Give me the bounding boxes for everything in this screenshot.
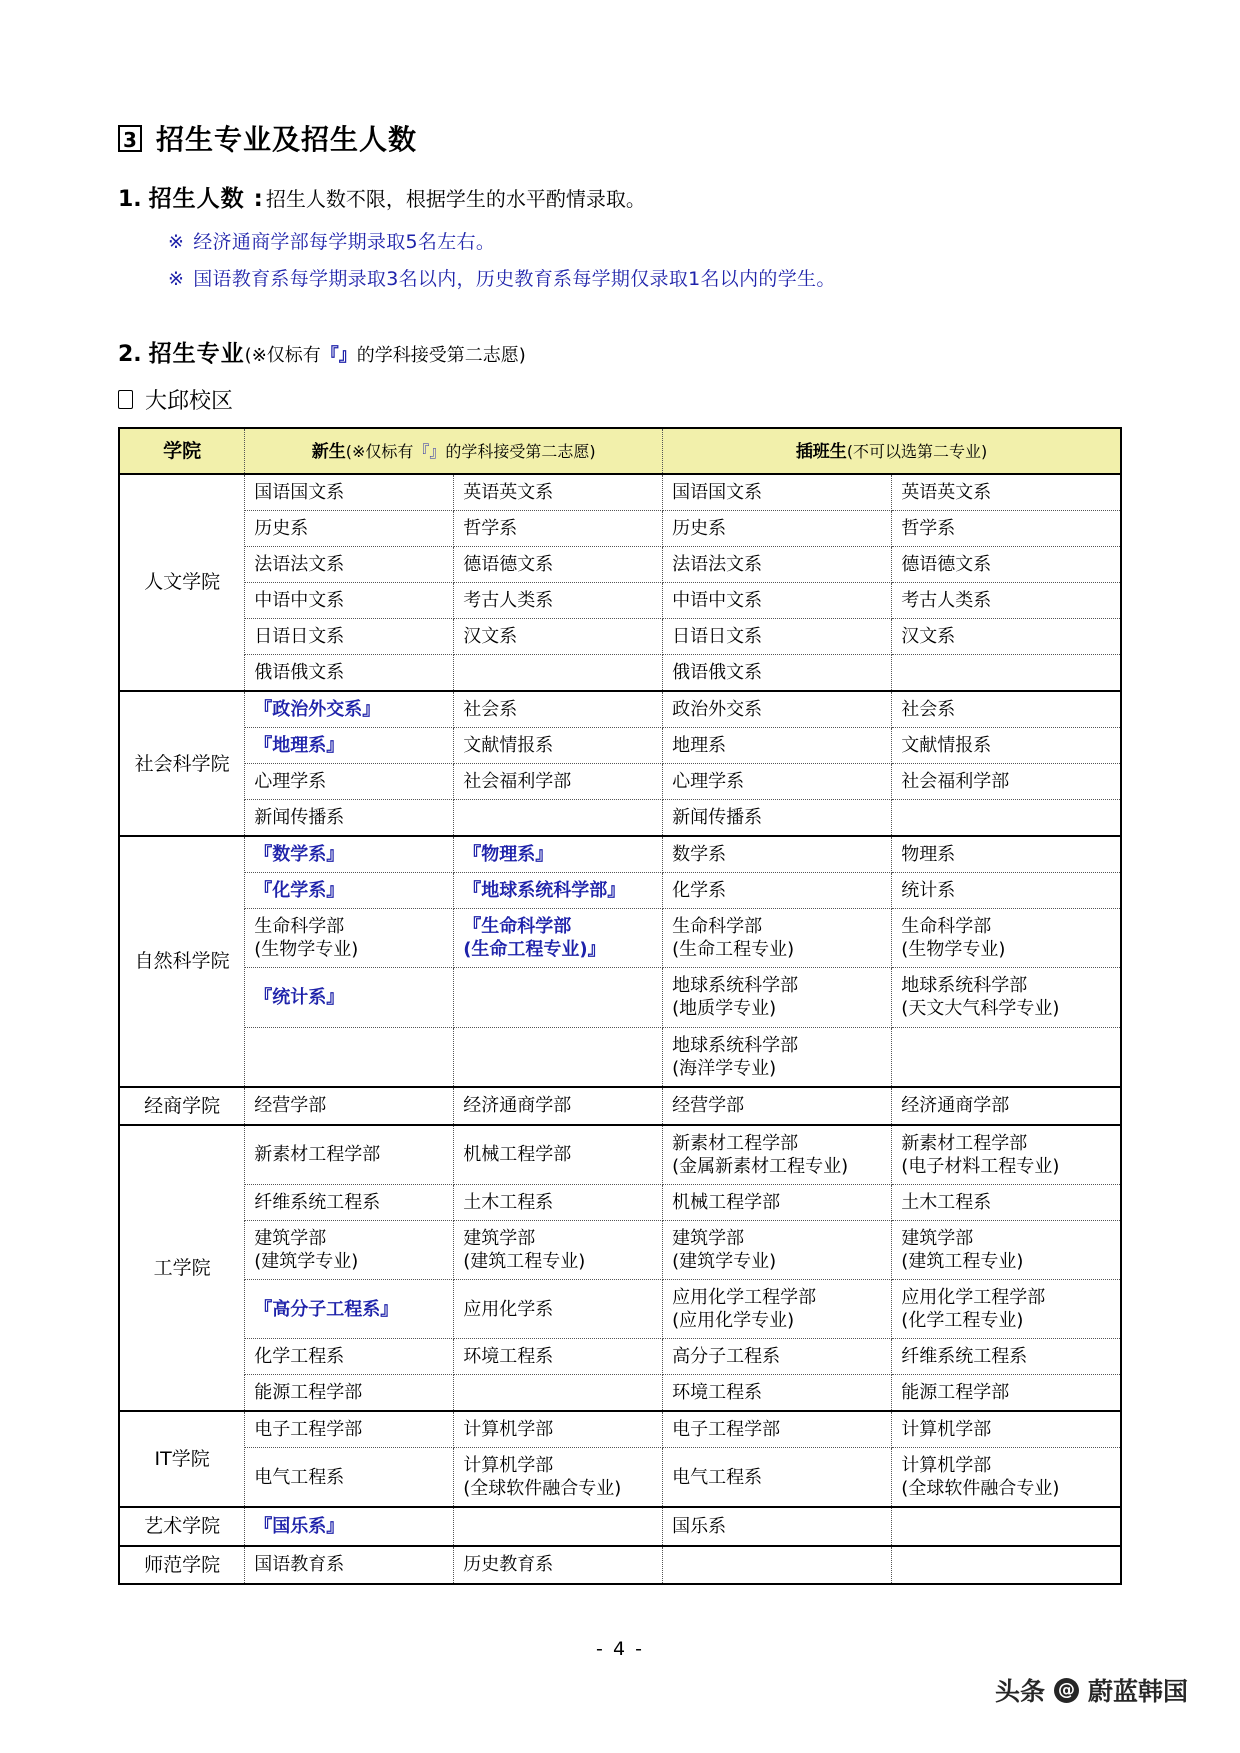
- cell-text: 机械工程学部: [672, 1191, 781, 1213]
- cell-text: 中语中文系: [672, 590, 763, 612]
- watermark-left-text: 头条: [994, 1677, 1045, 1706]
- transfer-major-1-cell: [663, 800, 892, 837]
- cell-text: 日语日文系: [254, 626, 345, 648]
- transfer-major-1-cell: [663, 511, 892, 547]
- transfer-major-2-cell: [892, 909, 1121, 968]
- cell-text: 『政治外交系』: [254, 699, 381, 721]
- cell-text: 电气工程系: [672, 1466, 763, 1488]
- freshman-major-1-cell: [245, 1087, 454, 1125]
- transfer-major-2-cell: [892, 1220, 1121, 1279]
- freshman-major-2-cell: [454, 1087, 663, 1125]
- transfer-major-2-cell: [892, 1087, 1121, 1125]
- table-row: [119, 909, 1121, 968]
- cell-text: 德语德文系: [901, 554, 992, 576]
- freshman-major-1-cell: [245, 1448, 454, 1508]
- table-row: [119, 1220, 1121, 1279]
- cell-text: 社会福利学部: [901, 771, 1010, 793]
- freshman-major-2-cell: [454, 1339, 663, 1375]
- transfer-major-2-cell: [892, 511, 1121, 547]
- header-transfer-main: 插班生: [795, 441, 847, 462]
- cell-subtext: (建筑工程专业): [463, 1251, 586, 1272]
- header-freshman-main: 新生: [311, 441, 346, 462]
- checkbox-icon: [118, 390, 133, 409]
- item-1-note-2: [168, 264, 1122, 291]
- campus-label: 大邱校区: [145, 389, 234, 414]
- cell-text: 英语英文系: [463, 482, 554, 503]
- cell-text: 计算机学部: [901, 1419, 992, 1441]
- college-name-cell: IT学院: [119, 1411, 245, 1507]
- cell-text: 建筑学部: [463, 1227, 536, 1249]
- cell-text: 『地球系统科学部』: [463, 880, 626, 902]
- freshman-major-2-cell: [454, 1546, 663, 1584]
- cell-text: 应用化学工程学部: [672, 1287, 817, 1309]
- freshman-major-1-cell: [245, 1125, 454, 1185]
- cell-text: 纤维系统工程系: [254, 1191, 381, 1213]
- freshman-major-1-cell: [245, 619, 454, 655]
- freshman-major-2-cell: [454, 1375, 663, 1412]
- cell-text: 考古人类系: [901, 590, 992, 612]
- cell-text: 化学工程系: [254, 1346, 345, 1368]
- cell-text: 『国乐系』: [254, 1515, 345, 1537]
- transfer-major-1-cell: [663, 1411, 892, 1448]
- cell-text: 『数学系』: [254, 844, 345, 866]
- college-name-cell: 自然科学院: [119, 836, 245, 1086]
- header-transfer-note: (不可以选第二专业): [846, 441, 988, 461]
- table-row: [119, 583, 1121, 619]
- section-heading: [118, 118, 1122, 158]
- freshman-major-2-cell: [454, 1448, 663, 1508]
- table-row: [119, 764, 1121, 800]
- cell-text: 电气工程系: [254, 1466, 345, 1488]
- cell-text: 汉文系: [901, 626, 956, 648]
- at-icon: @: [1054, 1678, 1079, 1703]
- college-name-cell: 师范学院: [119, 1546, 245, 1584]
- transfer-major-1-cell: [663, 1448, 892, 1508]
- cell-text: 心理学系: [672, 771, 745, 793]
- item-2-number: 2.: [118, 342, 142, 367]
- section-title: 招生专业及招生人数: [156, 123, 418, 156]
- cell-text: 计算机学部: [901, 1455, 992, 1477]
- transfer-major-1-cell: [663, 583, 892, 619]
- item-2-label: 招生专业: [148, 341, 245, 367]
- cell-text: 英语英文系: [901, 482, 992, 503]
- table-row: [119, 691, 1121, 728]
- cell-text: 经济通商学部: [463, 1095, 572, 1117]
- cell-text: 高分子工程系: [672, 1346, 781, 1368]
- campus-line: [118, 384, 1122, 415]
- item-2-note-open: (※仅标有: [244, 345, 321, 366]
- transfer-major-1-cell: [663, 1027, 892, 1087]
- cell-subtext: (生命工程专业): [672, 939, 795, 961]
- freshman-major-2-cell: [454, 1280, 663, 1339]
- transfer-major-2-cell: [892, 1339, 1121, 1375]
- spacer: [118, 301, 1122, 335]
- cell-text: 新闻传播系: [254, 807, 345, 829]
- freshman-major-2-cell: [454, 968, 663, 1027]
- cell-text: 新闻传播系: [672, 807, 763, 829]
- college-name-cell: 社会科学院: [119, 691, 245, 836]
- item-1-label: 招生人数 :: [148, 186, 264, 212]
- cell-subtext: (天文大气科学专业): [901, 998, 1060, 1020]
- item-1-note-1: [168, 227, 1122, 254]
- cell-text: 生命科学部: [672, 916, 763, 938]
- freshman-major-2-cell: [454, 873, 663, 909]
- freshman-major-1-cell: [245, 1280, 454, 1339]
- freshman-major-2-cell: [454, 619, 663, 655]
- table-row: [119, 1125, 1121, 1185]
- transfer-major-1-cell: [663, 1507, 892, 1545]
- cell-text: 俄语俄文系: [254, 662, 345, 684]
- transfer-major-2-cell: [892, 583, 1121, 619]
- college-name-cell: 工学院: [119, 1125, 245, 1411]
- cell-text: 社会系: [463, 699, 518, 721]
- table-row: [119, 1375, 1121, 1412]
- cell-text: 国语教育系: [254, 1554, 345, 1576]
- transfer-major-1-cell: [663, 968, 892, 1027]
- item-2-note-close: 的学科接受第二志愿): [356, 345, 526, 366]
- table-row: [119, 1507, 1121, 1545]
- cell-text: 应用化学工程学部: [901, 1287, 1046, 1309]
- freshman-major-1-cell: [245, 511, 454, 547]
- cell-text: 社会福利学部: [463, 771, 572, 793]
- majors-table: [118, 427, 1122, 1585]
- cell-text: 经营学部: [254, 1095, 327, 1117]
- cell-text: 新素材工程学部: [901, 1132, 1028, 1154]
- freshman-major-2-cell: [454, 1411, 663, 1448]
- table-row: [119, 655, 1121, 692]
- cell-text: 考古人类系: [463, 590, 554, 612]
- college-name-cell: 经商学院: [119, 1087, 245, 1125]
- cell-text: 『高分子工程系』: [254, 1298, 399, 1320]
- cell-text: 文献情报系: [463, 735, 554, 757]
- cell-text: 电子工程学部: [672, 1419, 781, 1441]
- freshman-major-2-cell: [454, 691, 663, 728]
- transfer-major-2-cell: [892, 1411, 1121, 1448]
- cell-subtext: (化学工程专业): [901, 1310, 1024, 1332]
- cell-text: 历史教育系: [463, 1554, 554, 1576]
- table-row: [119, 1546, 1121, 1584]
- cell-text: 机械工程学部: [463, 1144, 572, 1166]
- cell-text: 能源工程学部: [901, 1382, 1010, 1404]
- transfer-major-1-cell: [663, 873, 892, 909]
- bracket-close-glyph: 』: [338, 345, 357, 366]
- transfer-major-2-cell: [892, 1184, 1121, 1220]
- cell-text: 哲学系: [463, 518, 518, 540]
- cell-text: 应用化学系: [463, 1298, 554, 1320]
- transfer-major-2-cell: [892, 836, 1121, 873]
- transfer-major-1-cell: [663, 1375, 892, 1412]
- cell-text: 地球系统科学部: [672, 1034, 799, 1056]
- transfer-major-1-cell: [663, 1184, 892, 1220]
- cell-text: 新素材工程学部: [254, 1144, 381, 1166]
- transfer-major-1-cell: [663, 655, 892, 692]
- freshman-major-1-cell: [245, 547, 454, 583]
- transfer-major-2-cell: [892, 1448, 1121, 1508]
- transfer-major-1-cell: [663, 1280, 892, 1339]
- cell-text: 历史系: [672, 518, 727, 540]
- freshman-major-2-cell: [454, 728, 663, 764]
- cell-text: 地球系统科学部: [672, 975, 799, 997]
- header-freshman: [245, 428, 663, 474]
- cell-text: 计算机学部: [463, 1455, 554, 1477]
- cell-text: 能源工程学部: [254, 1382, 363, 1404]
- freshman-major-1-cell: [245, 1339, 454, 1375]
- table-row: [119, 511, 1121, 547]
- table-row: [119, 873, 1121, 909]
- cell-text: 新素材工程学部: [672, 1132, 799, 1154]
- table-row: [119, 968, 1121, 1027]
- cell-text: 统计系: [901, 880, 956, 902]
- transfer-major-2-cell: [892, 873, 1121, 909]
- item-1-line: [118, 180, 1122, 213]
- cell-text: 法语法文系: [254, 554, 345, 576]
- cell-text: 哲学系: [901, 518, 956, 540]
- bracket-open-glyph: 『: [413, 441, 430, 461]
- cell-text: 电子工程学部: [254, 1419, 363, 1441]
- note-mark-icon: ※: [168, 268, 185, 290]
- freshman-major-2-cell: [454, 583, 663, 619]
- freshman-major-2-cell: [454, 474, 663, 511]
- freshman-major-1-cell: [245, 583, 454, 619]
- freshman-major-1-cell: [245, 1220, 454, 1279]
- transfer-major-2-cell: [892, 1375, 1121, 1412]
- bracket-open-glyph: 『: [320, 345, 339, 366]
- freshman-major-1-cell: [245, 909, 454, 968]
- cell-subtext: (金属新素材工程专业): [672, 1155, 849, 1177]
- transfer-major-1-cell: [663, 619, 892, 655]
- freshman-major-1-cell: [245, 1184, 454, 1220]
- freshman-major-1-cell: [245, 764, 454, 800]
- transfer-major-2-cell: [892, 728, 1121, 764]
- cell-text: 纤维系统工程系: [901, 1346, 1028, 1368]
- cell-text: 『统计系』: [254, 986, 345, 1008]
- cell-text: 建筑学部: [672, 1227, 745, 1249]
- cell-text: 地理系: [672, 735, 727, 757]
- bracket-close-glyph: 』: [429, 441, 446, 461]
- table-row: [119, 547, 1121, 583]
- cell-text: 『物理系』: [463, 844, 554, 866]
- item-1-number: 1.: [118, 187, 142, 212]
- freshman-major-2-cell: [454, 764, 663, 800]
- freshman-major-1-cell: [245, 873, 454, 909]
- transfer-major-1-cell: [663, 691, 892, 728]
- cell-subtext: (生命工程专业)』: [463, 939, 606, 961]
- transfer-major-1-cell: [663, 474, 892, 511]
- cell-text: 文献情报系: [901, 735, 992, 757]
- freshman-major-1-cell: [245, 691, 454, 728]
- cell-text: 社会系: [901, 699, 956, 721]
- cell-text: 地球系统科学部: [901, 975, 1028, 997]
- cell-subtext: (建筑学专业): [672, 1251, 777, 1272]
- table-row: [119, 1448, 1121, 1508]
- cell-text: 建筑学部: [254, 1227, 327, 1249]
- freshman-major-1-cell: [245, 1375, 454, 1412]
- cell-text: 国语国文系: [672, 482, 763, 503]
- cell-text: 数学系: [672, 844, 727, 866]
- cell-subtext: (全球软件融合专业): [463, 1478, 622, 1500]
- cell-text: 化学系: [672, 880, 727, 902]
- table-row: [119, 1339, 1121, 1375]
- transfer-major-1-cell: [663, 836, 892, 873]
- header-freshman-note-open: (※仅标有: [345, 441, 414, 461]
- cell-subtext: (生物学专业): [901, 939, 1006, 961]
- cell-text: 国语国文系: [254, 482, 345, 503]
- freshman-major-2-cell: [454, 800, 663, 837]
- freshman-major-1-cell: [245, 655, 454, 692]
- page-number: - 4 -: [596, 1638, 644, 1660]
- cell-text: 土木工程系: [901, 1191, 992, 1213]
- transfer-major-2-cell: [892, 1125, 1121, 1185]
- transfer-major-1-cell: [663, 764, 892, 800]
- cell-text: 物理系: [901, 844, 956, 866]
- cell-text: 日语日文系: [672, 626, 763, 648]
- table-row: [119, 728, 1121, 764]
- table-row: [119, 474, 1121, 511]
- cell-text: 环境工程系: [463, 1346, 554, 1368]
- freshman-major-2-cell: [454, 655, 663, 692]
- table-row: [119, 836, 1121, 873]
- transfer-major-1-cell: [663, 1125, 892, 1185]
- table-row: [119, 1184, 1121, 1220]
- cell-text: 『地理系』: [254, 735, 345, 757]
- cell-text: 心理学系: [254, 771, 327, 793]
- cell-subtext: (建筑工程专业): [901, 1251, 1024, 1272]
- transfer-major-2-cell: [892, 1280, 1121, 1339]
- transfer-major-1-cell: [663, 547, 892, 583]
- transfer-major-2-cell: [892, 1546, 1121, 1584]
- freshman-major-2-cell: [454, 1125, 663, 1185]
- freshman-major-1-cell: [245, 836, 454, 873]
- cell-text: 汉文系: [463, 626, 518, 648]
- cell-text: 土木工程系: [463, 1191, 554, 1213]
- transfer-major-2-cell: [892, 800, 1121, 837]
- college-name-cell: 人文学院: [119, 474, 245, 691]
- transfer-major-2-cell: [892, 691, 1121, 728]
- transfer-major-2-cell: [892, 547, 1121, 583]
- header-freshman-note-close: 的学科接受第二志愿): [445, 441, 596, 461]
- cell-subtext: (海洋学专业): [672, 1057, 777, 1079]
- cell-text: 德语德文系: [463, 554, 554, 576]
- transfer-major-1-cell: [663, 1220, 892, 1279]
- cell-text: 中语中文系: [254, 590, 345, 612]
- freshman-major-1-cell: [245, 1546, 454, 1584]
- cell-text: 国乐系: [672, 1515, 727, 1537]
- freshman-major-1-cell: [245, 728, 454, 764]
- transfer-major-2-cell: [892, 764, 1121, 800]
- freshman-major-1-cell: [245, 1411, 454, 1448]
- header-transfer: [663, 428, 1121, 474]
- freshman-major-2-cell: [454, 547, 663, 583]
- item-2-line: [118, 335, 1122, 368]
- freshman-major-2-cell: [454, 836, 663, 873]
- table-row: [119, 1027, 1121, 1087]
- cell-text: 政治外交系: [672, 699, 763, 721]
- freshman-major-2-cell: [454, 1507, 663, 1545]
- watermark: [995, 1672, 1188, 1708]
- college-name-cell: 艺术学院: [119, 1507, 245, 1545]
- transfer-major-2-cell: [892, 655, 1121, 692]
- cell-text: 『生命科学部: [463, 916, 572, 938]
- cell-text: 生命科学部: [901, 916, 992, 938]
- note-mark-icon: ※: [168, 231, 185, 253]
- freshman-major-1-cell: [245, 474, 454, 511]
- majors-table-body: [119, 474, 1121, 1584]
- transfer-major-2-cell: [892, 619, 1121, 655]
- cell-subtext: (生物学专业): [254, 939, 359, 961]
- note-text: 国语教育系每学期录取3名以内，历史教育系每学期仅录取1名以内的学生。: [193, 268, 836, 290]
- cell-text: 俄语俄文系: [672, 662, 763, 684]
- freshman-major-2-cell: [454, 1220, 663, 1279]
- cell-text: 环境工程系: [672, 1382, 763, 1404]
- cell-subtext: (电子材料工程专业): [901, 1155, 1060, 1177]
- cell-text: 计算机学部: [463, 1419, 554, 1441]
- transfer-major-1-cell: [663, 1087, 892, 1125]
- watermark-right-text: 蔚蓝韩国: [1087, 1677, 1188, 1706]
- cell-subtext: (建筑学专业): [254, 1251, 359, 1272]
- freshman-major-2-cell: [454, 1184, 663, 1220]
- freshman-major-1-cell: [245, 1027, 454, 1087]
- transfer-major-2-cell: [892, 968, 1121, 1027]
- transfer-major-1-cell: [663, 909, 892, 968]
- cell-subtext: (地质学专业): [672, 998, 777, 1020]
- cell-subtext: (应用化学专业): [672, 1310, 795, 1332]
- cell-text: 建筑学部: [901, 1227, 974, 1249]
- transfer-major-2-cell: [892, 1027, 1121, 1087]
- table-row: [119, 1087, 1121, 1125]
- table-row: [119, 800, 1121, 837]
- freshman-major-1-cell: [245, 968, 454, 1027]
- transfer-major-2-cell: [892, 1507, 1121, 1545]
- freshman-major-2-cell: [454, 511, 663, 547]
- cell-subtext: (全球软件融合专业): [901, 1478, 1060, 1500]
- cell-text: 法语法文系: [672, 554, 763, 576]
- freshman-major-1-cell: [245, 800, 454, 837]
- transfer-major-1-cell: [663, 728, 892, 764]
- transfer-major-2-cell: [892, 474, 1121, 511]
- section-number-box: 3: [118, 125, 142, 152]
- freshman-major-2-cell: [454, 909, 663, 968]
- cell-text: 经营学部: [672, 1095, 745, 1117]
- cell-text: 『化学系』: [254, 880, 345, 902]
- note-text: 经济通商学部每学期录取5名左右。: [193, 231, 496, 253]
- table-header-row: [119, 428, 1121, 474]
- cell-text: 经济通商学部: [901, 1095, 1010, 1117]
- cell-text: 生命科学部: [254, 916, 345, 938]
- freshman-major-1-cell: [245, 1507, 454, 1545]
- header-college: 学院: [119, 428, 245, 474]
- transfer-major-1-cell: [663, 1546, 892, 1584]
- transfer-major-1-cell: [663, 1339, 892, 1375]
- freshman-major-2-cell: [454, 1027, 663, 1087]
- table-row: [119, 619, 1121, 655]
- cell-text: 历史系: [254, 518, 309, 540]
- item-1-body: 招生人数不限，根据学生的水平酌情录取。: [265, 187, 646, 211]
- table-row: [119, 1411, 1121, 1448]
- table-row: [119, 1280, 1121, 1339]
